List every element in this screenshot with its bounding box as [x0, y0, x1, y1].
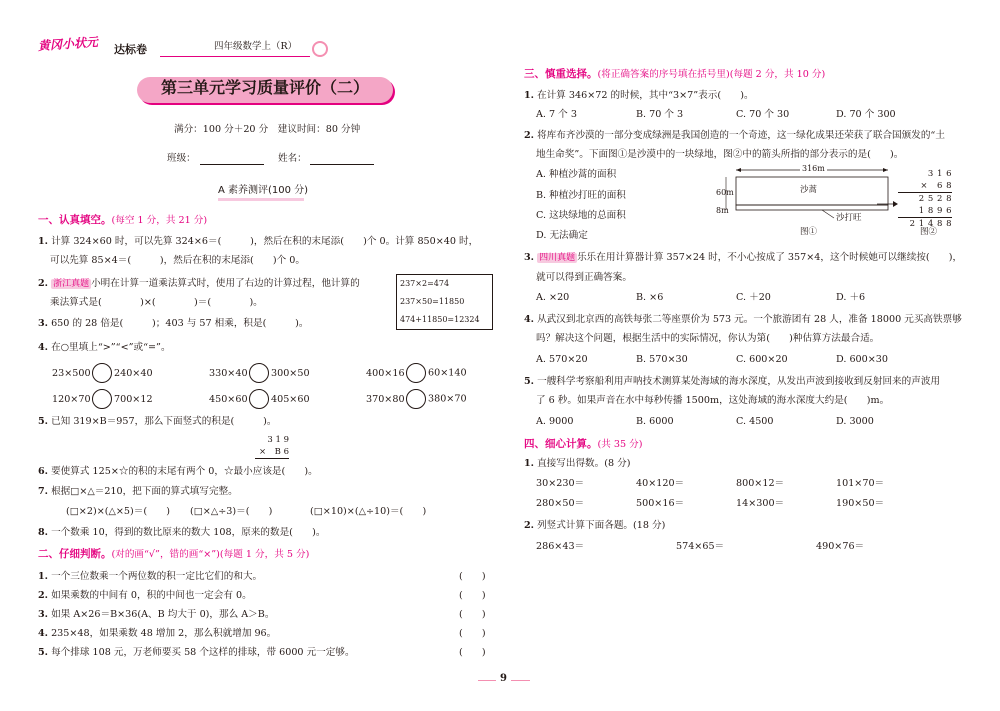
oral-calc-row	[536, 498, 884, 509]
header-rule	[160, 56, 310, 57]
calc-line: 237×50=11850	[400, 297, 465, 306]
brand-logo: 黄冈小状元	[37, 34, 99, 54]
compare-circle[interactable]	[249, 363, 269, 383]
vertical-calc	[255, 434, 289, 459]
class-blank[interactable]	[200, 153, 264, 165]
page-title: 第三单元学习质量评价（二）	[160, 78, 369, 97]
q1-4: 4. 在○里填上“>”“<”或“=”。	[38, 342, 171, 353]
q1-1-line2: 可以先算 85×4＝( )，然后在积的末尾添( )个 0。	[50, 255, 305, 266]
calc-line: × 6 8	[898, 180, 952, 193]
option[interactable]: A. 9000	[536, 416, 574, 427]
q1-2-line2: 乘法算式是( )×( )＝( )。	[50, 297, 263, 308]
q4-1: 1. 直接写出得数。(8 分)	[524, 458, 631, 469]
option[interactable]: A. ×20	[536, 292, 570, 303]
figure-2-calc	[898, 168, 952, 230]
calc-line: 3 1 6	[927, 169, 952, 179]
q3-4-options	[536, 354, 888, 365]
oral-calc-item: 500×16＝	[636, 498, 685, 509]
option[interactable]: B. 570×30	[636, 354, 688, 365]
option[interactable]: C. 4500	[736, 416, 774, 427]
q3-2-line2: 地生命奖”。下面图①是沙漠中的一块绿地，图②中的箭头所指的部分表示的是( )。	[536, 149, 904, 160]
compare-circle[interactable]	[92, 363, 112, 383]
part4-heading: 四、细心计算。(共 35 分)	[524, 438, 643, 450]
judge-item: 2. 如果乘数的中间有 0，积的中间也一定会有 0。	[38, 590, 252, 601]
q3-3-options	[536, 292, 865, 303]
compare-row: 23×500 240×40 330×40 300×50 400×16 60×140	[52, 363, 467, 383]
part1-heading: 一、认真填空。(每空 1 分，共 21 分)	[38, 214, 208, 226]
vertical-calc-item: 574×65＝	[676, 541, 725, 552]
calc-line: 474+11850=12324	[400, 315, 480, 324]
q1-3: 3. 650 的 28 倍是( )；403 与 57 相乘，积是( )。	[38, 318, 309, 329]
compare-row: 120×70 700×12 450×60 405×60 370×80 380×70	[52, 389, 467, 409]
name-label: 姓名：	[278, 153, 307, 164]
q3-5: 5. 一艘科学考察船利用声呐技术测算某处海域的海水深度，从发出声波到接收到反射回来的声波用	[524, 376, 941, 387]
option[interactable]: D. 3000	[836, 416, 874, 427]
calc-line: 2 5 2 8	[918, 194, 952, 204]
option[interactable]: D. 600×30	[836, 354, 889, 365]
fig-grass-label: 沙打旺	[836, 213, 862, 223]
name-blank[interactable]	[310, 153, 374, 165]
option[interactable]: B. 70 个 3	[636, 109, 684, 120]
page-number: 9	[496, 673, 511, 685]
q1-2: 2. 浙江真题 小明在计算一道乘法算式时，使用了右边的计算过程，他计算的	[38, 278, 360, 289]
judge-item: 1. 一个三位数乘一个两位数的积一定比它们的和大。	[38, 571, 263, 582]
q3-5-line2: 了 6 秒。如果声音在水中每秒传播 1500m，这处海域的海水深度大约是( )m。	[536, 395, 890, 406]
fig-sand-label: 沙蒿	[800, 185, 818, 195]
q1-7-items: (□×2)×(△×5)＝( ) (□×△÷3)＝( ) (□×10)×(△÷10)＝( )	[66, 506, 427, 517]
part3-heading: 三、慎重选择。(将正确答案的序号填在括号里)(每题 2 分，共 10 分)	[524, 68, 826, 80]
fig1-caption: 图①	[800, 227, 818, 237]
oral-calc-item: 800×12＝	[736, 478, 785, 489]
calc-line: 1 8 9 6	[898, 205, 952, 218]
oral-calc-item: 14×300＝	[736, 498, 785, 509]
option[interactable]: B. ×6	[636, 292, 664, 303]
calc-process-box	[396, 274, 493, 330]
option[interactable]: C. ＋20	[736, 292, 771, 303]
section-a-heading: A 素养测评(100 分)	[218, 185, 309, 196]
q1-1: 1. 计算 324×60 时，可以先算 324×6＝( )，然后在积的末尾添( )个 0。计算 850×40 时，	[38, 236, 479, 247]
q3-3: 3. 四川真题 乐乐在用计算器计算 357×24 时，不小心按成了 357×4，这个时候她可以继续按( )，	[524, 252, 963, 263]
option[interactable]: C. 70 个 30	[736, 109, 790, 120]
oral-calc-item: 30×230＝	[536, 478, 585, 489]
section-a-underline	[218, 198, 304, 201]
judge-item: 3. 如果 A×26＝B×36(A、B 均大于 0)，那么 A＞B。	[38, 609, 275, 620]
q3-1: 1. 在计算 346×72 的时候，其中“3×7”表示( )。	[524, 90, 754, 101]
option[interactable]: A. 570×20	[536, 354, 588, 365]
compare-circle[interactable]	[249, 389, 269, 409]
vertical-calc-row	[536, 541, 864, 552]
vertical-calc-line: × B 6	[255, 446, 289, 459]
oral-calc-item: 40×120＝	[636, 478, 685, 489]
q3-2: 2. 将库布齐沙漠的一部分变成绿洲是我国创造的一个奇迹，这一绿化成果还荣获了联合国颁发的“土	[524, 130, 945, 141]
compare-circle[interactable]	[406, 363, 426, 383]
fig2-caption: 图②	[920, 227, 938, 237]
q3-2-option[interactable]: B. 种植沙打旺的面积	[536, 190, 626, 201]
option[interactable]: C. 600×20	[736, 354, 788, 365]
calc-line: 237×2=474	[400, 279, 450, 288]
judge-item: 5. 每个排球 108 元，万老师要买 58 个这样的排球，带 6000 元一定够。	[38, 647, 355, 658]
q3-2-option[interactable]: D. 无法确定	[536, 230, 588, 241]
calc-line: 2 1 4 8 8	[909, 219, 952, 229]
q3-4-line2: 吗？解决这个问题，根据生活中的实际情况，你认为第( )种估算方法最合适。	[536, 333, 880, 344]
oral-calc-item: 190×50＝	[836, 498, 885, 509]
series-name: 达标卷	[114, 43, 147, 56]
part2-heading: 二、仔细判断。(对的画“√”，错的画“×”)(每题 1 分，共 5 分)	[38, 548, 310, 560]
option[interactable]: B. 6000	[636, 416, 674, 427]
grade-label: 四年级数学上（R）	[214, 41, 298, 52]
class-label: 班级：	[167, 153, 196, 164]
judge-paren[interactable]: ( )	[459, 647, 486, 658]
judge-paren[interactable]: ( )	[459, 571, 486, 582]
q1-6: 6. 要使算式 125×☆的积的末尾有两个 0，☆最小应该是( )。	[38, 466, 318, 477]
figure-1-diagram	[712, 164, 894, 236]
vertical-calc-line: 3 1 9	[267, 435, 289, 445]
judge-paren[interactable]: ( )	[459, 628, 486, 639]
q3-2-option[interactable]: A. 种植沙蒿的面积	[536, 169, 617, 180]
compare-circle[interactable]	[406, 389, 426, 409]
arrow-icon	[876, 198, 900, 210]
q1-8: 8. 一个数乘 10，得到的数比原来的数大 108，原来的数是( )。	[38, 527, 326, 538]
option[interactable]: D. ＋6	[836, 292, 866, 303]
judge-paren[interactable]: ( )	[459, 609, 486, 620]
judge-paren[interactable]: ( )	[459, 590, 486, 601]
score-time: 满分：100 分＋20 分 建议时间：80 分钟	[174, 124, 361, 135]
vertical-calc-item: 490×76＝	[816, 541, 865, 552]
option[interactable]: A. 7 个 3	[536, 109, 577, 120]
oral-calc-item: 280×50＝	[536, 498, 585, 509]
q3-5-options	[536, 416, 874, 427]
q3-3-line2: 就可以得到正确答案。	[536, 272, 632, 283]
fig-height1-label: 60m	[716, 188, 734, 197]
compare-circle[interactable]	[92, 389, 112, 409]
option[interactable]: D. 70 个 300	[836, 109, 896, 120]
q1-7: 7. 根据□×△＝210，把下面的算式填写完整。	[38, 486, 238, 497]
q3-4: 4. 从武汉到北京西的高铁每张二等座票价为 573 元。一个旅游团有 28 人，准备 18000 元买高铁票够	[524, 314, 962, 325]
q4-2: 2. 列竖式计算下面各题。(18 分)	[524, 520, 666, 531]
fig-width-label: 316m	[802, 164, 825, 173]
q1-5: 5. 已知 319×B＝957，那么下面竖式的积是( )。	[38, 416, 277, 427]
vertical-calc-item: 286×43＝	[536, 541, 585, 552]
judge-item: 4. 235×48，如果乘数 48 增加 2，那么积就增加 96。	[38, 628, 277, 639]
oral-calc-row	[536, 478, 884, 489]
oral-calc-item: 101×70＝	[836, 478, 885, 489]
spiral-icon	[312, 41, 328, 57]
q3-1-options	[536, 109, 896, 120]
q3-2-option[interactable]: C. 这块绿地的总面积	[536, 210, 626, 221]
fig-height2-label: 8m	[716, 206, 729, 215]
